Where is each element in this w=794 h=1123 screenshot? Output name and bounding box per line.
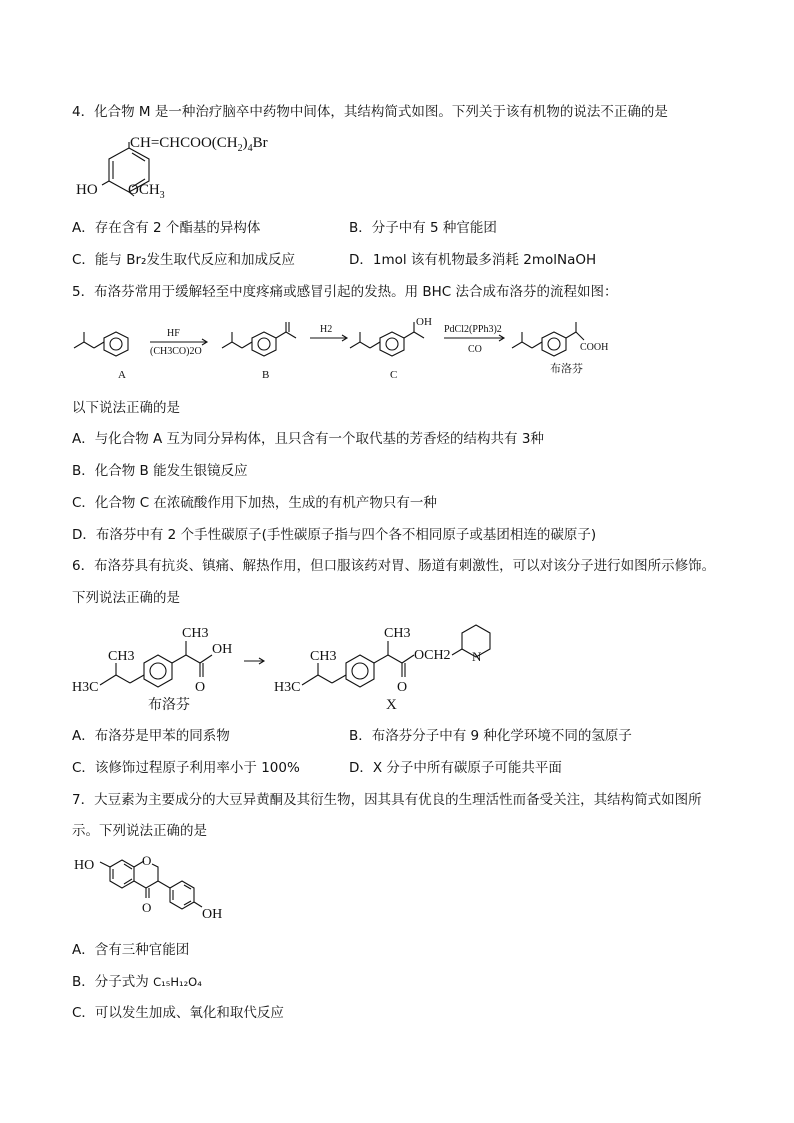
o-label-2: O — [397, 680, 408, 695]
q5-stem: 5．布洛芬常用于缓解轻至中度疼痛或感冒引起的发热。用 BHC 法合成布洛芬的流程如图： — [72, 284, 618, 300]
compound-c — [350, 322, 424, 356]
q5-option-a: A．与化合物 A 互为同分异构体，且只含有一个取代基的芳香烃的结构共有 3种 — [72, 431, 544, 447]
q6-option-d: D．X 分子中所有碳原子可能共平面 — [349, 760, 562, 776]
q6-stem-line2: 下列说法正确的是 — [72, 590, 180, 606]
label-b: B — [262, 369, 270, 381]
q4-ho-label: HO — [76, 182, 98, 198]
h3c-label-2: H3C — [274, 680, 301, 695]
q4-stem: 4．化合物 M 是一种治疗脑卒中药物中间体，其结构简式如图。下列关于该有机物的说法不正确的是 — [72, 104, 668, 120]
q7-daidzein-structure — [72, 852, 252, 932]
q7-option-b — [72, 973, 202, 991]
oh-label-q7: OH — [202, 907, 223, 922]
q7-stem-line1: 7．大豆素为主要成分的大豆异黄酮及其衍生物，因其具有优良的生理活性而备受关注，其结构简式如图所 — [72, 792, 702, 808]
q6-option-a: A．布洛芬是甲苯的同系物 — [72, 728, 230, 744]
q7-option-a: A．含有三种官能团 — [72, 942, 190, 958]
cooh-label: COOH — [580, 342, 609, 353]
label-a: A — [118, 369, 126, 381]
q6-option-c: C．该修饰过程原子利用率小于 100% — [72, 760, 300, 776]
oh-label: OH — [212, 642, 233, 657]
label-ibuprofen: 布洛芬 — [550, 362, 583, 375]
q6-stem-line1: 6．布洛芬具有抗炎、镇痛、解热作用，但口服该药对胃、肠道有刺激性，可以对该分子进行如图所示修饰。 — [72, 558, 716, 574]
q4-option-d: D．1mol 该有机物最多消耗 2molNaOH — [349, 252, 597, 268]
och2-label: OCH2 — [414, 648, 451, 663]
ibuprofen-name-label: 布洛芬 — [148, 697, 190, 713]
q7-option-b-prefix: B．分子式为 — [72, 974, 154, 990]
reagent-1-bottom: (CH3CO)2O — [150, 346, 202, 357]
q7-stem-line2: 示。下列说法正确的是 — [72, 823, 207, 839]
q4-structure — [72, 130, 302, 205]
q4-och3-label: $OCH_3$ — [128, 182, 165, 201]
ch3-label-3: CH3 — [310, 649, 337, 664]
q7-option-c: C．可以发生加成、氧化和取代反应 — [72, 1005, 284, 1021]
q4-option-b: B．分子中有 5 种官能团 — [349, 220, 497, 236]
q4-chain-label: $CH=CHCOO(CH_2)_4Br$ — [130, 135, 268, 154]
q5-option-b: B．化合物 B 能发生银镜反应 — [72, 463, 248, 479]
compound-b — [222, 322, 296, 356]
q5-synthesis-scheme — [72, 310, 632, 390]
ring-o-label: O — [142, 853, 152, 868]
q4-option-a: A．存在含有 2 个酯基的异构体 — [72, 220, 261, 236]
oh-label-c: OH — [416, 316, 432, 328]
reagent-1-top: HF — [167, 328, 180, 339]
o-label-1: O — [195, 680, 206, 695]
compound-ibuprofen — [512, 322, 584, 356]
x-label: X — [386, 697, 397, 713]
compound-a — [74, 332, 128, 356]
q5-option-c: C．化合物 C 在浓硫酸作用下加热，生成的有机产物只有一种 — [72, 495, 437, 511]
ch3-label-2: CH3 — [182, 626, 209, 641]
reagent-3-bottom: CO — [468, 344, 482, 355]
q5-lead: 以下说法正确的是 — [72, 400, 180, 416]
ho-label: HO — [74, 858, 95, 873]
q4-option-c: C．能与 Br₂发生取代反应和加成反应 — [72, 252, 295, 268]
q7-option-b-formula: C₁₅H₁₂O₄ — [153, 975, 202, 989]
keto-o-label: O — [142, 900, 152, 915]
q6-modification-scheme — [72, 615, 512, 715]
ch3-label-1: CH3 — [108, 649, 135, 664]
label-c: C — [390, 369, 398, 381]
reagent-2-top: H2 — [320, 324, 333, 335]
reagent-3-top: PdCl2(PPh3)2 — [444, 324, 502, 335]
q5-option-d: D．布洛芬中有 2 个手性碳原子(手性碳原子指与四个各不相同原子或基团相连的碳原子) — [72, 527, 597, 543]
n-label: N — [472, 649, 482, 664]
h3c-label-1: H3C — [72, 680, 99, 695]
ch3-label-4: CH3 — [384, 626, 411, 641]
q6-option-b: B．布洛芬分子中有 9 种化学环境不同的氢原子 — [349, 728, 632, 744]
